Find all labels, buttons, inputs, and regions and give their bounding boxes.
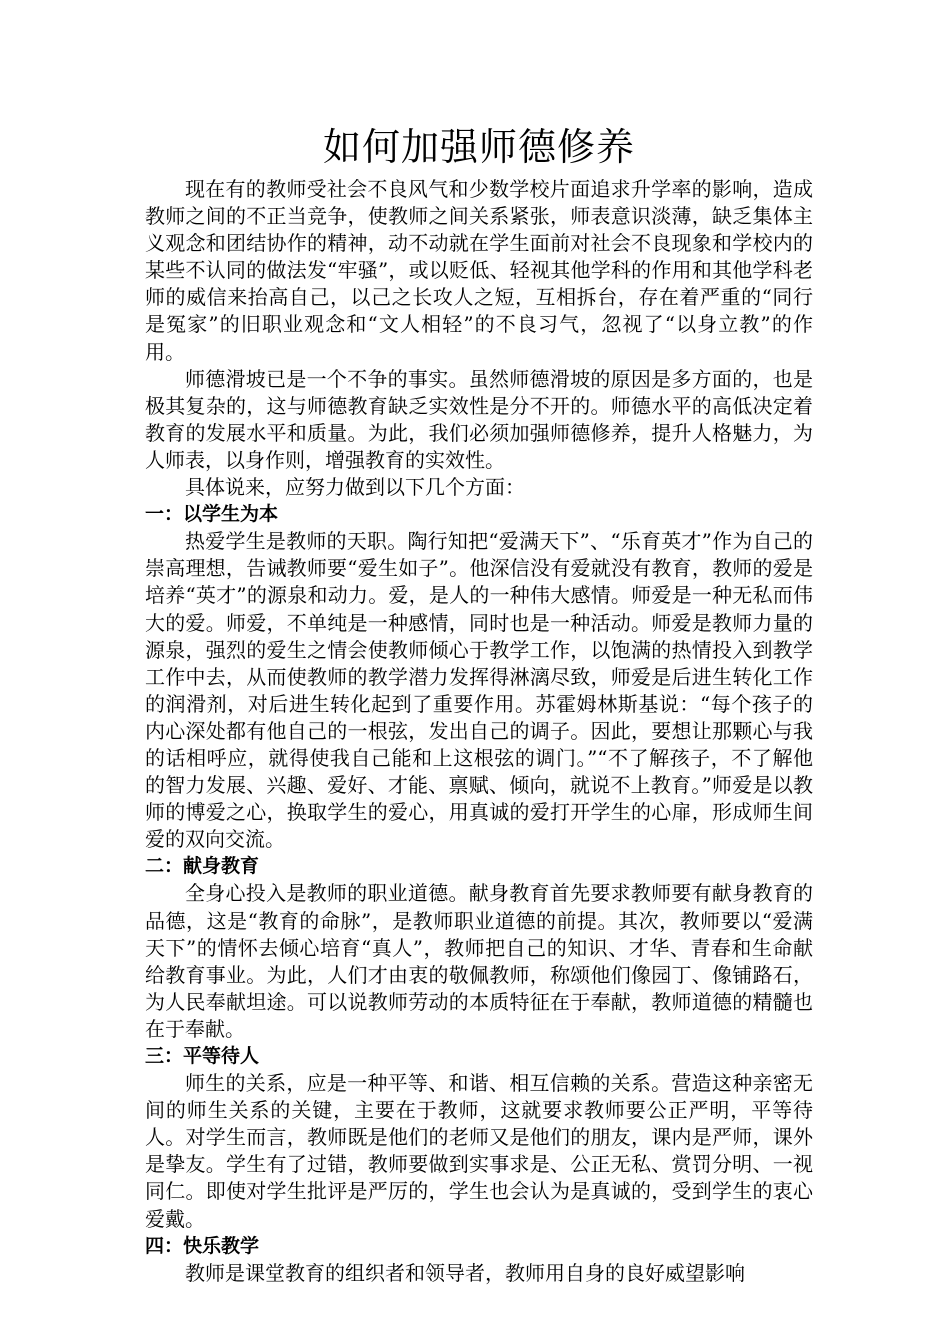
section-heading: 三：平等待人: [145, 1045, 260, 1067]
section-paragraph: 全身心投入是教师的职业道德。献身教育首先要求教师要有献身教育的品德，这是“教育的命脉”，是教师职业道德的前提。其次，教师要以“爱满天下”的情怀去倾心培育“真人”，教师把自己的知识、才华、青春和生命献给教育事业。为此，人们才由衷的敬佩教师，称颂他们像园丁、像铺路石，为人民奉献坦途。可以说教师劳动的本质特征在于奉献，教师道德的精髓也在于奉献。: [145, 881, 813, 1041]
section-heading: 一：以学生为本: [145, 503, 279, 526]
intro-paragraph: 现在有的教师受社会不良风气和少数学校片面追求升学率的影响，造成教师之间的不正当竞争，使教师之间关系紧张，师表意识淡薄，缺乏集体主义观念和团结协作的精神，动不动就在学生面前对社会不良现象和学校内的某些不认同的做法发“牢骚”，或以贬低、轻视其他学科的作用和其他学科老师的威信来抬高自己，以己之长攻人之短，互相拆台，存在着严重的“同行是冤家”的旧职业观念和“文人相轻”的不良习气，忽视了“以身立教”的作用。: [145, 177, 813, 364]
section-happy-teaching: [145, 1233, 813, 1287]
intro-paragraph: 师德滑坡已是一个不争的事实。虽然师德滑坡的原因是多方面的，也是极其复杂的，这与师德教育缺乏实效性是分不开的。师德水平的高低决定着教育的发展水平和质量。为此，我们必须加强师德修养，提升人格魅力，为人师表，以身作则，增强教育的实效性。: [145, 366, 813, 472]
section-paragraph: 师生的关系，应是一种平等、和谐、相互信赖的关系。营造这种亲密无间的师生关系的关键，主要在于教师，这就要求教师要公正严明，平等待人。对学生而言，教师既是他们的老师又是他们的朋友，课内是严师，课外是挚友。学生有了过错，教师要做到实事求是、公正无私、赏罚分明、一视同仁。即使对学生批评是严厉的，学生也会认为是真诚的，受到学生的衷心爱戴。: [145, 1071, 813, 1231]
document-title: 如何加强师德修养: [322, 125, 635, 169]
section-heading: 四：快乐教学: [145, 1234, 260, 1257]
section-paragraph: 热爱学生是教师的天职。陶行知把“爱满天下”、“乐育英才”作为自己的崇高理想，告诫教师要“爱生如子”。他深信没有爱就没有教育，教师的爱是培养“英才”的源泉和动力。爱，是人的一种伟大感情。师爱是一种无私而伟大的爱。师爱，不单纯是一种感情，同时也是一种活动。师爱是教师力量的源泉，强烈的爱生之情会使教师倾心于教学工作，以饱满的热情投入到教学工作中去，从而使教师的教学潜力发挥得淋漓尽致，师爱是后进生转化工作的润滑剂，对后进生转化起到了重要作用。苏霍姆林斯基说：“每个孩子的内心深处都有他自己的一根弦，发出自己的调子。因此，要想让那颗心与我的话相呼应，就得使我自己能和上这根弦的调门。”“不了解孩子，不了解他的智力发展、兴趣、爱好、才能、禀赋、倾向，就说不上教育。”师爱是以教师的博爱之心，换取学生的爱心，用真诚的爱打开学生的心扉，形成师生间爱的双向交流。: [145, 529, 813, 852]
section-dedication: [145, 853, 813, 1043]
section-equality: [145, 1043, 813, 1233]
section-paragraph: 教师是课堂教育的组织者和领导者，教师用自身的良好威望影响: [185, 1260, 745, 1285]
document-page: [145, 118, 813, 1287]
section-heading: 二：献身教育: [145, 855, 260, 878]
section-student-centered: [145, 501, 813, 853]
intro-paragraph: 具体说来，应努力做到以下几个方面：: [185, 475, 525, 500]
